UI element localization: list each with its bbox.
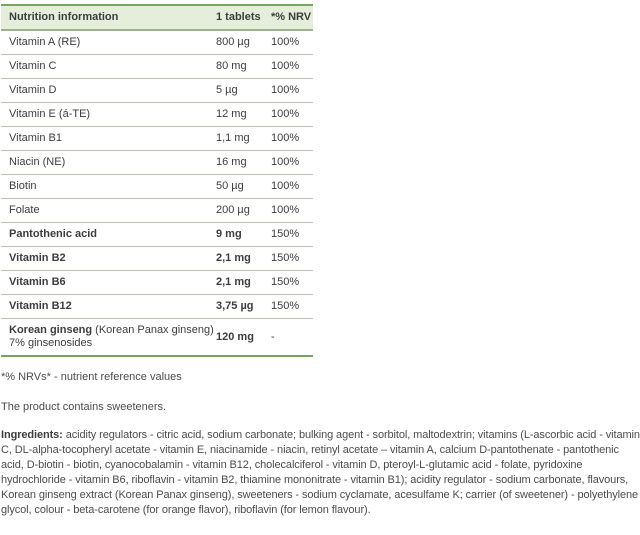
nutrient-amount: 50 µg <box>216 180 244 192</box>
nutrient-name: Pantothenic acid <box>9 228 98 240</box>
nutrient-name-cell <box>1 30 208 55</box>
nutrient-name-cell <box>1 79 208 103</box>
nutrient-amount: 3,75 µg <box>216 300 254 312</box>
table-row <box>1 79 313 103</box>
nutrient-name-cell <box>1 127 208 151</box>
nutrient-nrv: 150% <box>271 228 300 240</box>
ingredients-label: Ingredients: <box>1 429 63 441</box>
table-row <box>1 295 313 319</box>
nutrient-name: Biotin <box>9 180 37 192</box>
table-row <box>1 223 313 247</box>
nutrient-name-cell <box>1 103 208 127</box>
table-row <box>1 247 313 271</box>
ingredients-text: acidity regulators - citric acid, sodium carbonate; bulking agent - sorbitol, maltodextrin; vitamins (L-ascorbic acid - vitamin C, DL-alpha-tocopheryl acetate - vitamin E, niacinamide - niacin, retinyl acetate – vitamin A, calcium D-pantothenate - pantothenic acid, D-biotin - biotin, cyanocobalamin - vitamin B12, cholecalciferol - vitamin D, pteroyl-L-glutamic acid - folate, pyridoxine hydrochloride - vitamin B6, riboflavin - vitamin B2, thiamine mononitrate - vitamin B1); acidity regulator - sodium carbonate, flavours, Korean ginseng extract (Korean Panax ginseng), sweeteners - sodium cyclamate, acesulfame K; carrier (of sweetener) - polyethylene glycol, colour - beta-carotene (for orange flavor), riboflavin (for lemon flavour). <box>1 429 640 516</box>
table-row <box>1 175 313 199</box>
nutrient-name-cell <box>1 295 208 319</box>
nutrient-name: Vitamin D <box>9 84 57 96</box>
nutrient-amount: 2,1 mg <box>216 276 251 288</box>
nrv-footnote: *% NRVs* - nutrient reference values <box>1 371 182 383</box>
nutrient-amount: 800 µg <box>216 36 250 48</box>
nutrient-nrv: 100% <box>271 36 300 48</box>
table-row <box>1 271 313 295</box>
table-row <box>1 55 313 79</box>
nutrient-name-cell <box>1 223 208 247</box>
nutrient-name-cell <box>1 151 208 175</box>
nutrient-name: Vitamin E (á-TE) <box>9 108 91 120</box>
nutrient-name: Vitamin C <box>9 60 57 72</box>
nutrient-name-cell <box>1 271 208 295</box>
table-row <box>1 103 313 127</box>
nutrient-nrv: 150% <box>271 300 300 312</box>
table-row <box>1 127 313 151</box>
nutrient-name-detail: (Korean Panax ginseng) <box>92 324 214 336</box>
nutrition-table <box>1 4 313 357</box>
nutrient-amount: 12 mg <box>216 108 247 120</box>
nutrient-amount: 9 mg <box>216 228 242 240</box>
nutrient-name: Niacin (NE) <box>9 156 66 168</box>
nutrient-nrv: 100% <box>271 84 300 96</box>
nutrient-nrv: - <box>271 330 275 343</box>
nutrition-table-body <box>1 30 313 356</box>
nutrient-name: Vitamin B12 <box>9 300 72 312</box>
nutrient-name-subline: 7% ginsenosides <box>9 337 93 349</box>
nutrient-nrv: 100% <box>271 156 300 168</box>
nutrient-amount: 80 mg <box>216 60 247 72</box>
nutrient-name: Vitamin B2 <box>9 252 66 264</box>
nutrient-nrv: 100% <box>271 60 300 72</box>
nutrient-name-cell <box>1 319 214 357</box>
nutrient-nrv: 150% <box>271 276 300 288</box>
ingredients-paragraph <box>1 428 640 518</box>
header-nrv: *% NRV <box>271 11 312 23</box>
nutrient-amount: 2,1 mg <box>216 252 251 264</box>
table-header-row <box>1 5 313 30</box>
table-row <box>1 319 313 357</box>
table-row <box>1 151 313 175</box>
nutrient-nrv: 100% <box>271 132 300 144</box>
nutrient-name: Vitamin A (RE) <box>9 36 81 48</box>
nutrient-name-cell <box>1 199 208 223</box>
nutrient-name-cell <box>1 55 208 79</box>
sweetener-note: The product contains sweeteners. <box>1 401 167 413</box>
nutrient-amount: 120 mg <box>216 330 254 343</box>
nutrient-amount: 1,1 mg <box>216 132 250 144</box>
nutrient-name: Vitamin B1 <box>9 132 62 144</box>
nutrient-nrv: 100% <box>271 180 300 192</box>
header-nutrition-information: Nutrition information <box>9 11 119 23</box>
nutrient-name-cell <box>1 247 208 271</box>
nutrient-name: Folate <box>9 204 40 216</box>
nutrient-name: Korean ginseng <box>9 324 93 336</box>
nutrient-nrv: 100% <box>271 204 300 216</box>
nutrient-name-cell <box>1 175 208 199</box>
header-serving-size: 1 tablets <box>216 11 261 23</box>
nutrient-amount: 5 µg <box>216 84 238 96</box>
nutrient-amount: 16 mg <box>216 156 247 168</box>
nutrient-name: Vitamin B6 <box>9 276 66 288</box>
nutrient-amount: 200 µg <box>216 204 250 216</box>
nutrient-nrv: 150% <box>271 252 300 264</box>
table-row <box>1 199 313 223</box>
table-row <box>1 30 313 55</box>
nutrient-nrv: 100% <box>271 108 300 120</box>
